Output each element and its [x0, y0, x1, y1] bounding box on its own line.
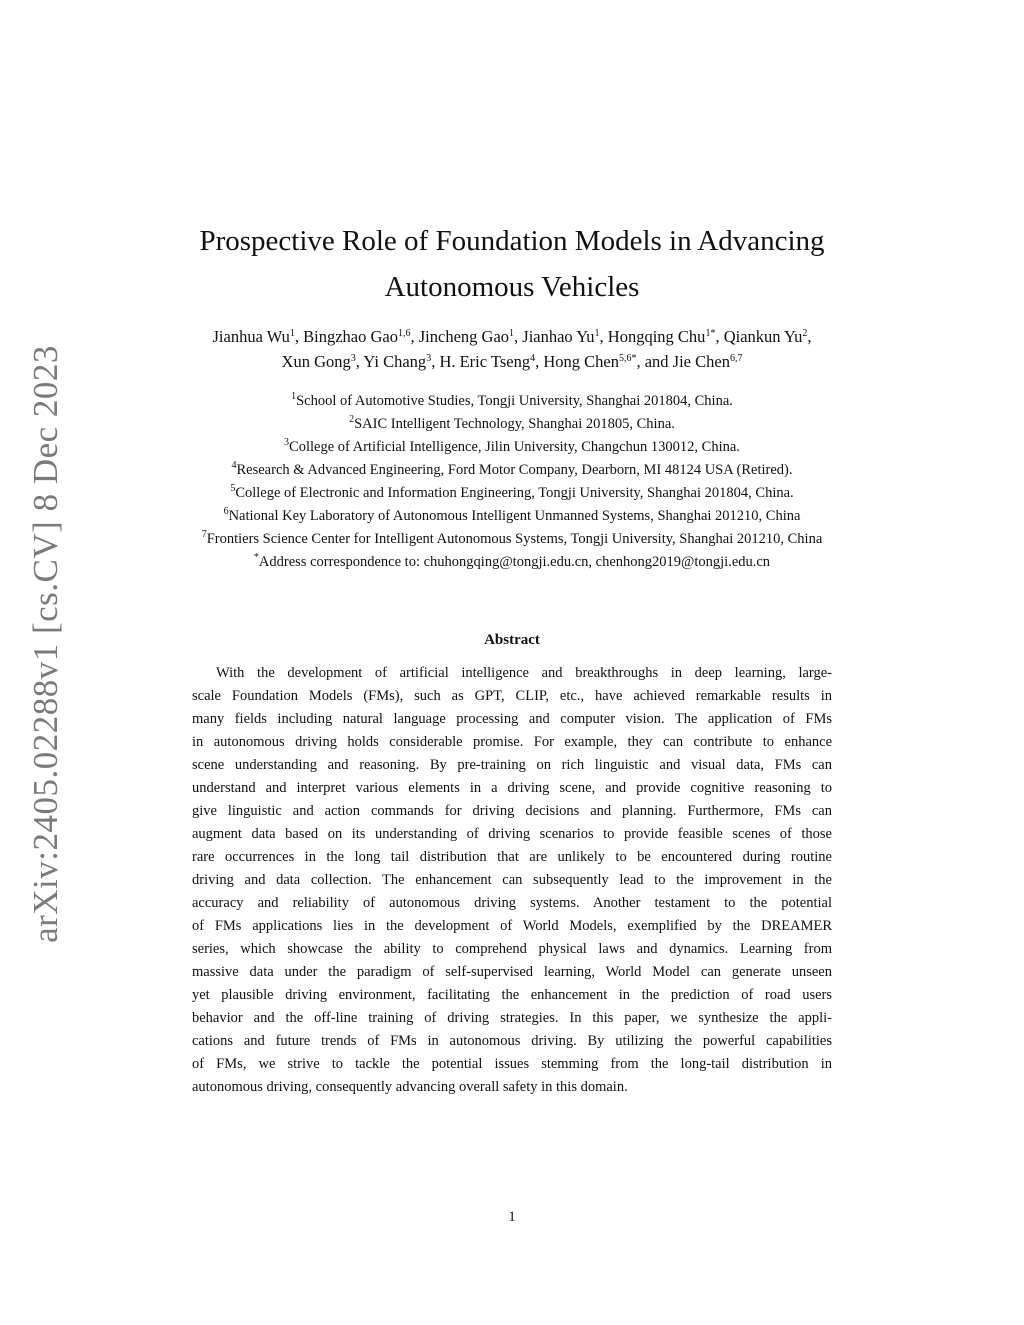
abstract-line: yet plausible driving environment, facilitating the enhancement in the prediction of road users	[192, 987, 832, 1003]
affiliation-line	[120, 436, 904, 459]
affiliation-text: National Key Laboratory of Autonomous Intelligent Unmanned Systems, Shanghai 201210, China	[228, 508, 801, 524]
author-affiliation-mark: 6,7	[729, 353, 743, 364]
abstract-line: behavior and the off-line training of driving strategies. In this paper, we synthesize the appli-	[192, 1010, 832, 1026]
author-affiliation-mark: 1	[509, 328, 515, 339]
author-affiliation-mark: 1	[289, 328, 295, 339]
abstract-line: massive data under the paradigm of self-supervised learning, World Model can generate unseen	[192, 964, 832, 980]
abstract-line: augment data based on its understanding of driving scenarios to provide feasible scenes of those	[192, 826, 832, 842]
affiliation-text: Research & Advanced Engineering, Ford Motor Company, Dearborn, MI 48124 USA (Retired).	[236, 462, 793, 478]
author-name: Qiankun Yu	[723, 327, 803, 346]
author-name: Jincheng Gao	[418, 327, 510, 346]
affiliation-mark: 4	[231, 460, 237, 471]
abstract-body	[192, 662, 832, 1099]
affiliation-line	[120, 413, 904, 436]
abstract-line: rare occurrences in the long tail distribution that are unlikely to be encountered during routine	[192, 849, 832, 865]
author-name: Xun Gong	[281, 352, 351, 371]
affiliation-mark: 7	[201, 529, 207, 540]
abstract-heading: Abstract	[484, 632, 540, 648]
author-name: Hongqing Chu	[607, 327, 706, 346]
title-line: Prospective Role of Foundation Models in Advancing	[199, 225, 825, 257]
abstract-line: in autonomous driving holds considerable promise. For example, they can contribute to enhance	[192, 734, 832, 750]
affiliation-line	[120, 390, 904, 413]
author-name: Jie Chen	[672, 352, 730, 371]
author-list	[140, 324, 884, 374]
correspondence-line	[120, 551, 904, 574]
author-affiliation-mark: 4	[530, 353, 536, 364]
affiliation-line	[120, 459, 904, 482]
abstract-line: series, which showcase the ability to comprehend physical laws and dynamics. Learning from	[192, 941, 832, 957]
author-affiliation-mark: 5,6*	[618, 353, 637, 364]
affiliation-list	[120, 390, 904, 574]
arxiv-identifier-text: arXiv:2405.02288v1 [cs.CV] 8 Dec 2023	[26, 345, 65, 943]
author-affiliation-mark: 3	[426, 353, 432, 364]
affiliation-line	[120, 505, 904, 528]
abstract-line: of FMs applications lies in the development of World Models, exemplified by the DREAMER	[192, 918, 832, 934]
affiliation-line	[120, 528, 904, 551]
abstract-line: driving and data collection. The enhancement can subsequently lead to the improvement in the	[192, 872, 832, 888]
paper-title	[150, 218, 874, 310]
abstract-line: scale Foundation Models (FMs), such as GPT, CLIP, etc., have achieved remarkable results in	[192, 688, 832, 704]
author-affiliation-mark: 1*	[705, 328, 716, 339]
page-number: 1	[508, 1209, 516, 1225]
author-affiliation-mark: 3	[350, 353, 356, 364]
abstract-line: scene understanding and reasoning. By pre-training on rich linguistic and visual data, FMs can	[192, 757, 832, 773]
author-line-1: Jianhua Wu$^1$, Bingzhao Gao$^{1,6}$, Jincheng Gao$^1$, Jianhao Yu$^1$, Hongqing Chu$^{1*}$, Qiankun Yu$^2$,	[212, 327, 812, 346]
author-affiliation-mark: 2	[802, 328, 808, 339]
abstract-line: accuracy and reliability of autonomous driving systems. Another testament to the potential	[192, 895, 832, 911]
affiliation-mark: 6	[223, 506, 229, 517]
author-name: Bingzhao Gao	[303, 327, 398, 346]
abstract-line: autonomous driving, consequently advancing overall safety in this domain.	[192, 1079, 628, 1095]
abstract-line: give linguistic and action commands for driving decisions and planning. Furthermore, FMs can	[192, 803, 832, 819]
author-affiliation-mark: 1,6	[398, 328, 411, 339]
abstract-line: understand and interpret various elements in a driving scene, and provide cognitive reasoning to	[192, 780, 832, 796]
author-name: H. Eric Tseng	[439, 352, 531, 371]
author-affiliation-mark: 1	[594, 328, 600, 339]
affiliation-text: School of Automotive Studies, Tongji University, Shanghai 201804, China.	[296, 393, 733, 409]
affiliation-text: SAIC Intelligent Technology, Shanghai 201805, China.	[354, 416, 675, 432]
affiliation-line	[120, 482, 904, 505]
affiliation-text: College of Artificial Intelligence, Jilin University, Changchun 130012, China.	[289, 439, 740, 455]
affiliation-mark: 3	[284, 437, 290, 448]
title-line: Autonomous Vehicles	[384, 271, 640, 303]
author-name: Jianhao Yu	[522, 327, 595, 346]
affiliation-mark: 5	[230, 483, 236, 494]
abstract-line: many fields including natural language processing and computer vision. The application of FMs	[192, 711, 832, 727]
affiliation-mark: 2	[349, 414, 355, 425]
abstract-line: With the development of artificial intelligence and breakthroughs in deep learning, large-	[216, 665, 832, 681]
author-name: Yi Chang	[363, 352, 427, 371]
abstract-line: of FMs, we strive to tackle the potential issues stemming from the long-tail distribution in	[192, 1056, 832, 1072]
affiliation-text: College of Electronic and Information Engineering, Tongji University, Shanghai 201804, China.	[235, 485, 794, 501]
correspondence-mark: *	[253, 552, 259, 563]
author-line-2: Xun Gong$^3$, Yi Chang$^3$, H. Eric Tseng$^4$, Hong Chen$^{5,6*}$, and Jie Chen$^{6,7}$	[281, 352, 743, 371]
affiliation-mark: 1	[291, 391, 297, 402]
affiliation-text: Frontiers Science Center for Intelligent Autonomous Systems, Tongji University, Shanghai 201210, China	[206, 531, 823, 547]
author-name: Jianhua Wu	[212, 327, 290, 346]
correspondence-text: Address correspondence to: chuhongqing@tongji.edu.cn, chenhong2019@tongji.edu.cn	[258, 554, 771, 570]
abstract-line: cations and future trends of FMs in autonomous driving. By utilizing the powerful capabilities	[192, 1033, 832, 1049]
author-name: Hong Chen	[543, 352, 619, 371]
